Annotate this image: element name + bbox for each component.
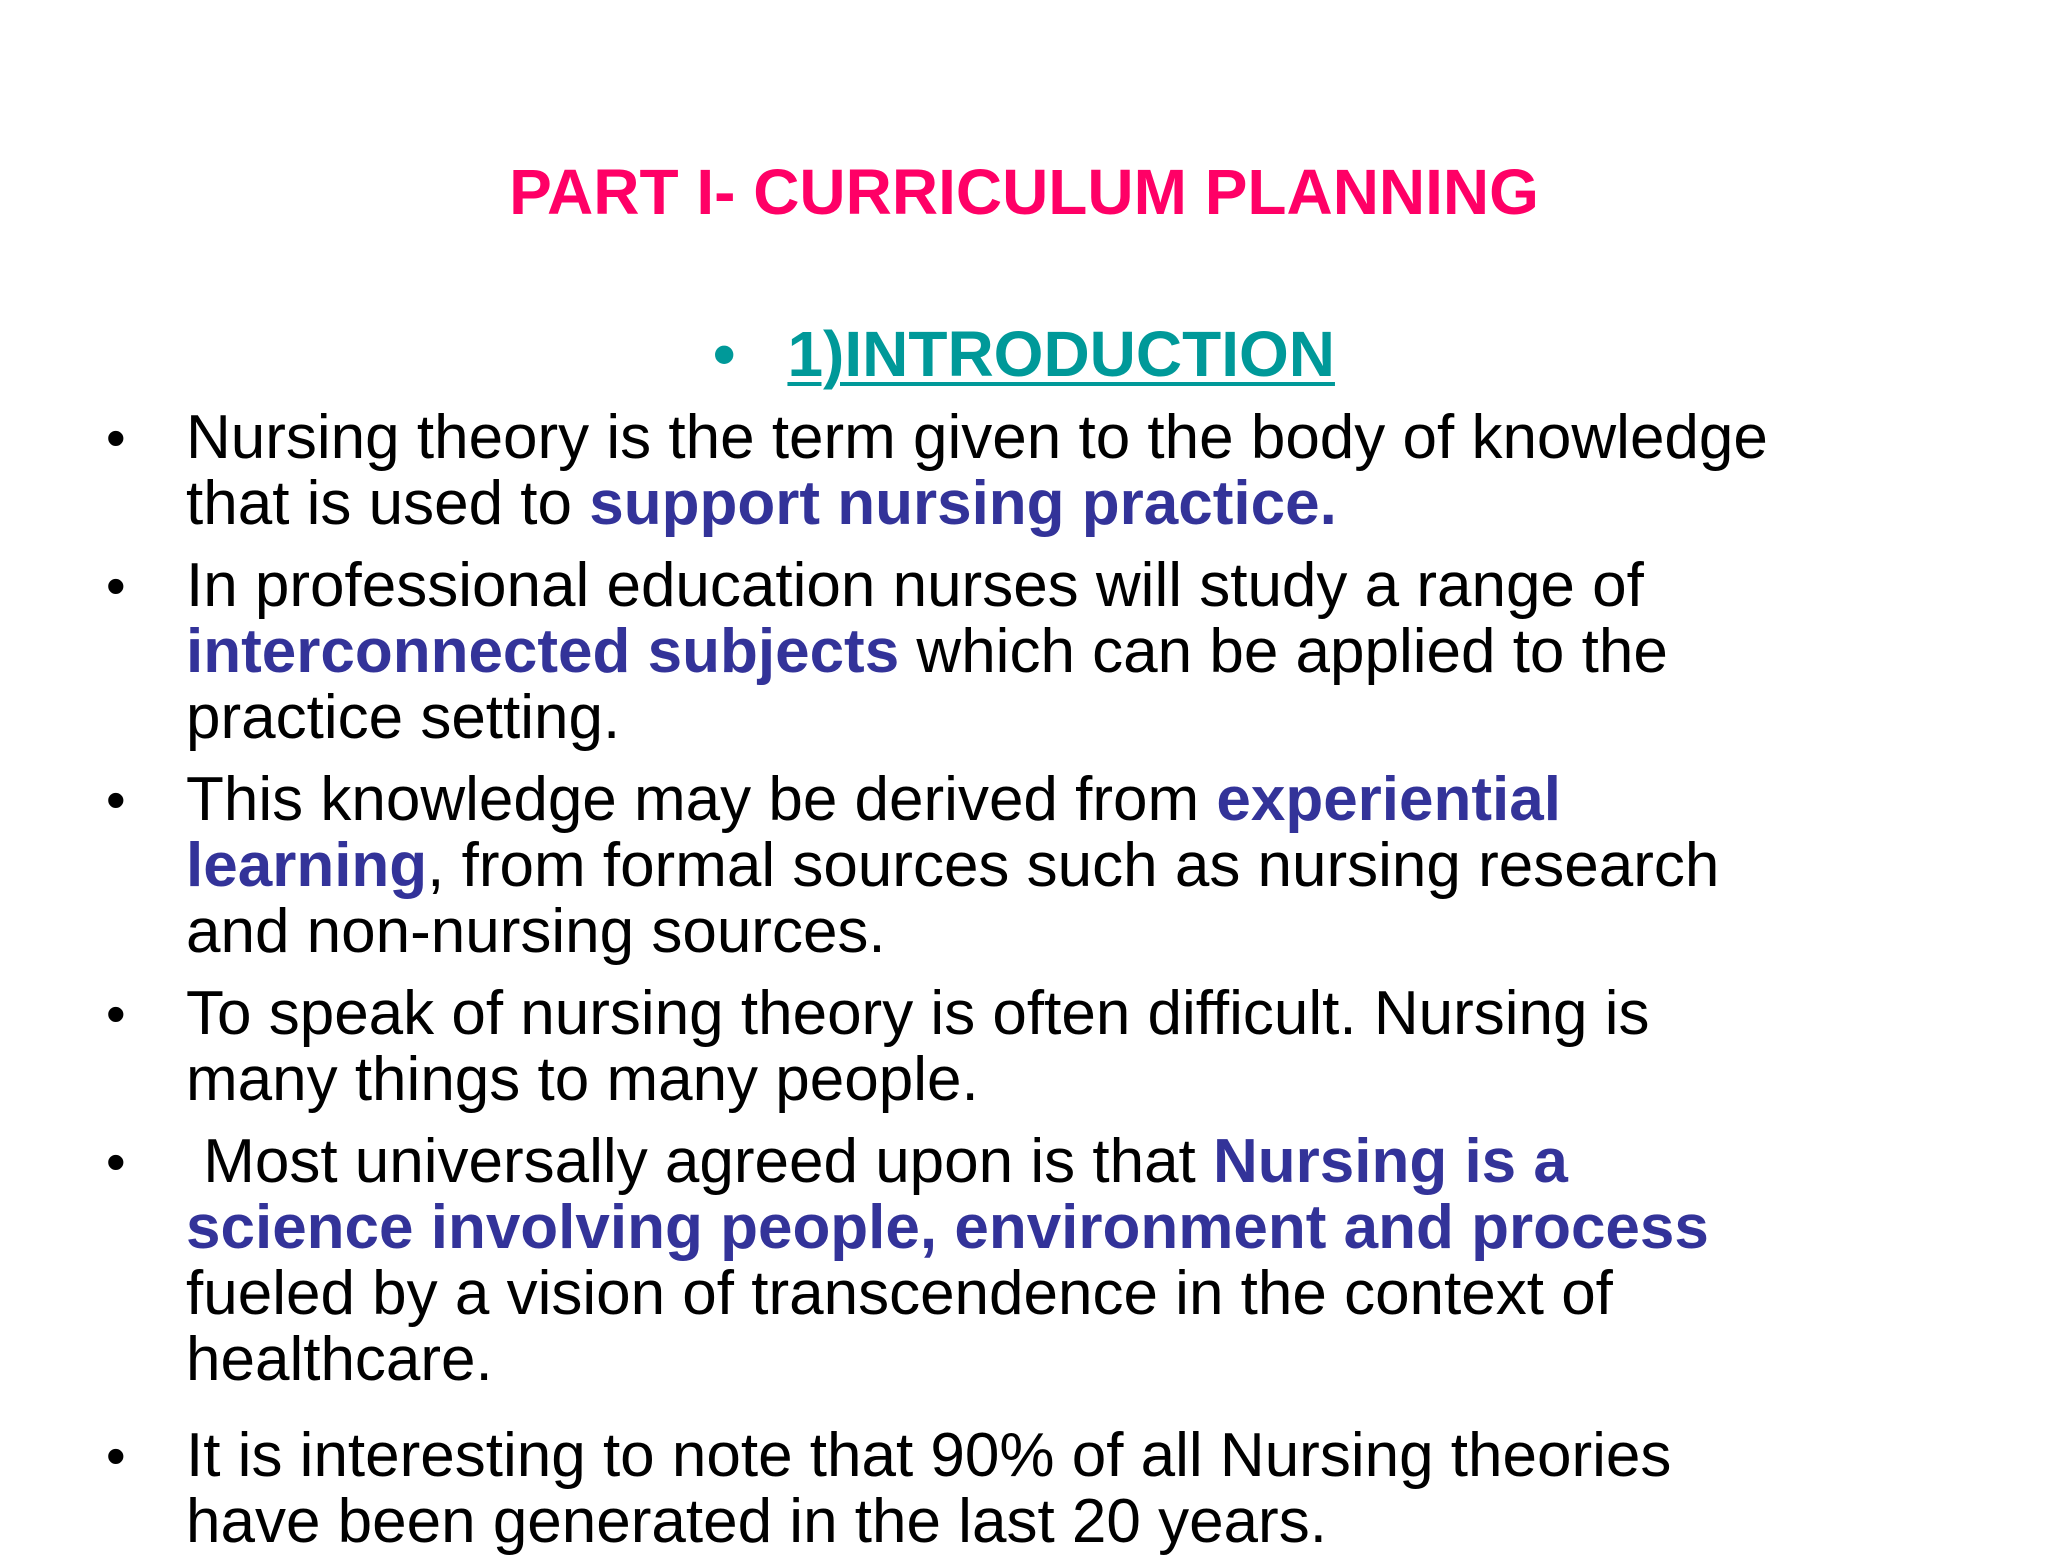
- highlighted-phrase: experiential: [1216, 765, 1561, 834]
- text-segment: Nursing theory is the term given to the body of knowledge: [186, 403, 1768, 472]
- slide-title: PART I- CURRICULUM PLANNING: [509, 156, 1539, 228]
- text-segment: many things to many people.: [186, 1045, 979, 1114]
- bullet-text: [186, 1423, 1966, 1555]
- bullet-text: [186, 1129, 1966, 1393]
- text-segment: practice setting.: [186, 683, 621, 752]
- bullet-marker: •: [106, 554, 126, 617]
- bullet-marker: •: [106, 982, 126, 1045]
- section-heading-bullet: •: [713, 318, 736, 390]
- bullet-line: [186, 899, 1966, 965]
- bullet-line: [186, 1489, 1966, 1555]
- section-heading: [0, 318, 2048, 390]
- bullet-line: [186, 981, 1966, 1047]
- text-segment: healthcare.: [186, 1325, 493, 1394]
- bullet-text: [186, 553, 1966, 751]
- bullet-line: [186, 1327, 1966, 1393]
- bullet-marker: •: [106, 1424, 126, 1487]
- highlighted-phrase: interconnected subjects: [186, 617, 900, 686]
- bullet-line: [186, 1423, 1966, 1489]
- text-segment: To speak of nursing theory is often difficult. Nursing is: [186, 979, 1650, 1048]
- bullet-line: [186, 553, 1966, 619]
- bullet-marker: •: [106, 406, 126, 469]
- highlighted-phrase: support nursing practice.: [589, 469, 1337, 538]
- bullet-text: [186, 981, 1966, 1113]
- text-segment: fueled by a vision of transcendence in the context of: [186, 1259, 1613, 1328]
- text-segment: , from formal sources such as nursing research: [427, 831, 1720, 900]
- bullet-text: [186, 767, 1966, 965]
- bullet-line: [186, 1261, 1966, 1327]
- text-segment: that is used to: [186, 469, 590, 538]
- bullet-line: [186, 471, 1966, 537]
- bullet-marker: •: [106, 1130, 126, 1193]
- text-segment: This knowledge may be derived from: [186, 765, 1217, 834]
- text-segment: In professional education nurses will study a range of: [186, 551, 1644, 620]
- text-segment: and non-nursing sources.: [186, 897, 886, 966]
- bullet-line: [186, 1047, 1966, 1113]
- text-segment: It is interesting to note that 90% of all Nursing theories: [186, 1421, 1672, 1490]
- bullet-line: [186, 1195, 1966, 1261]
- text-segment: have been generated in the last 20 years.: [186, 1487, 1327, 1556]
- bullet-marker: •: [106, 768, 126, 831]
- highlighted-phrase: learning: [186, 831, 428, 900]
- bullet-line: [186, 833, 1966, 899]
- bullet-line: [186, 685, 1966, 751]
- bullet-line: [186, 405, 1966, 471]
- highlighted-phrase: science involving people, environment and process: [186, 1193, 1709, 1262]
- bullet-line: [186, 767, 1966, 833]
- bullet-line: [186, 1129, 1966, 1195]
- text-segment: which can be applied to the: [899, 617, 1668, 686]
- text-segment: Most universally agreed upon is that: [186, 1127, 1213, 1196]
- bullet-text: [186, 405, 1966, 537]
- highlighted-phrase: Nursing is a: [1213, 1127, 1568, 1196]
- bullet-line: [186, 619, 1966, 685]
- section-heading-text: 1)INTRODUCTION: [787, 318, 1335, 390]
